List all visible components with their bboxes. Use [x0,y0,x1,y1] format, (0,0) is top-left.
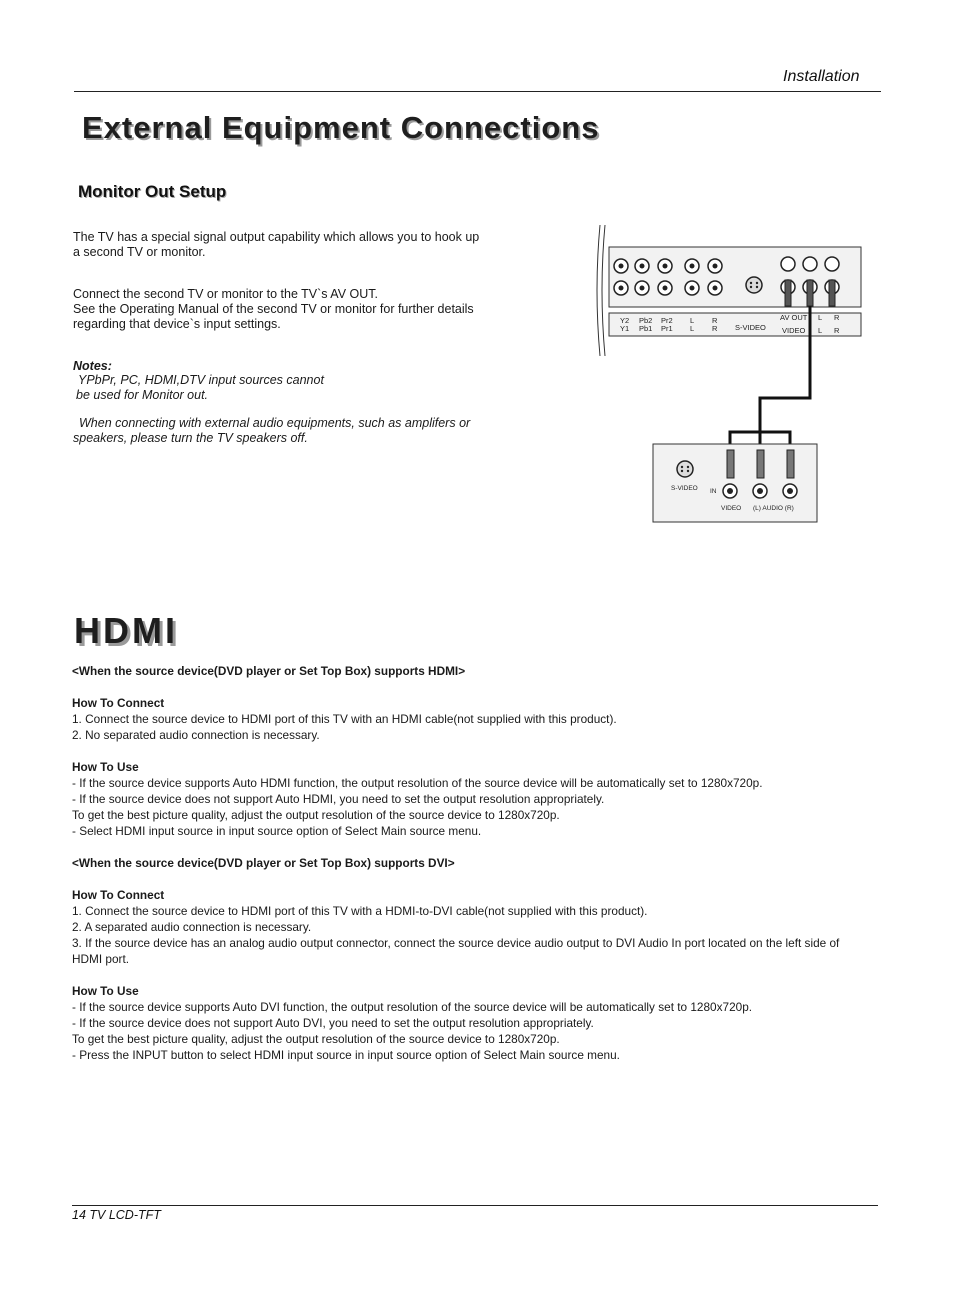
monitor-out-connect-1: Connect the second TV or monitor to the TV`s AV OUT. [73,287,379,301]
device-label-video: VIDEO [721,505,742,512]
hdmi-how-to-connect: How To Connect [72,696,165,710]
dvi-use-4: - Press the INPUT button to select HDMI input source in input source option of Select Main source menu. [72,1048,620,1062]
section-label: Installation [783,68,860,85]
hdmi-case-heading: <When the source device(DVD player or Set Top Box) supports HDMI> [72,664,466,678]
dvi-how-to-connect: How To Connect [72,888,165,902]
label-pb2: Pb2 [639,316,653,325]
label-r-bottom: R [712,324,718,333]
page-footer: 14 TV LCD-TFT [72,1208,161,1222]
device-svideo-jack [677,461,693,477]
label-pr2: Pr2 [661,316,673,325]
dvi-use-3: To get the best picture quality, adjust the output resolution of the source device to 1280x720p. [72,1032,560,1046]
label-out-r-bottom: R [834,326,840,335]
header-rule [74,91,881,92]
hdmi-use-2: - If the source device does not support Auto HDMI, you need to set the output resolution appropriately. [72,792,605,806]
dvi-use-1: - If the source device supports Auto DVI function, the output resolution of the source device will be automatically set to 1280x720p. [72,1000,753,1014]
label-y1: Y1 [620,324,630,333]
label-r-top: R [712,316,718,325]
label-out-r-top: R [834,313,840,322]
label-y2: Y2 [620,316,630,325]
footer-rule [72,1205,878,1206]
note-2: When connecting with external audio equipments, such as amplifers or speakers, please turn the TV speakers off. [73,416,471,445]
label-out-l-top: L [818,313,823,322]
label-l-top: L [690,316,695,325]
note-1: YPbPr, PC, HDMI,DTV input sources cannot be used for Monitor out. [76,373,324,402]
device-label-audio: (L) AUDIO (R) [753,505,794,512]
dvi-case-heading: <When the source device(DVD player or Set Top Box) supports DVI> [72,856,455,870]
hdmi-how-to-use: How To Use [72,760,139,774]
dvi-connect-step-1: 1. Connect the source device to HDMI port of this TV with a HDMI-to-DVI cable(not supplied with this product). [72,904,648,918]
device-label-in: IN [710,488,717,495]
label-svideo: S-VIDEO [735,323,766,332]
label-av-out: AV OUT [780,313,808,322]
tv-svideo-jack [746,277,762,293]
hdmi-use-3: To get the best picture quality, adjust the output resolution of the source device to 1280x720p. [72,808,560,822]
monitor-out-heading: Monitor Out Setup [78,182,227,201]
dvi-use-2: - If the source device does not support Auto DVI, you need to set the output resolution appropriately. [72,1016,594,1030]
hdmi-use-4: - Select HDMI input source in input source option of Select Main source menu. [72,824,482,838]
dvi-how-to-use: How To Use [72,984,139,998]
hdmi-connect-step-1: 1. Connect the source device to HDMI port of this TV with an HDMI cable(not supplied with this product). [72,712,617,726]
label-pb1: Pb1 [639,324,653,333]
notes-title: Notes: [73,359,112,373]
label-out-l-bottom: L [818,326,823,335]
device-label-svideo: S-VIDEO [671,485,698,492]
monitor-out-connect-2: See the Operating Manual of the second TV or monitor for further details regarding that device`s input settings. [73,302,474,331]
label-video: VIDEO [782,326,806,335]
hdmi-use-1: - If the source device supports Auto HDMI function, the output resolution of the source device will be automatically set to 1280x720p. [72,776,763,790]
dvi-connect-step-2: 2. A separated audio connection is necessary. [72,920,312,934]
tv-jack-panel [609,247,861,307]
hdmi-connect-step-2: 2. No separated audio connection is necessary. [72,728,320,742]
hdmi-body [72,663,872,1063]
hdmi-title: HDMI [74,610,178,651]
label-l-bottom: L [690,324,695,333]
page-title: External Equipment Connections [82,110,600,145]
monitor-out-intro: The TV has a special signal output capability which allows you to hook up a second TV or monitor. [73,230,480,259]
label-pr1: Pr1 [661,324,673,333]
dvi-connect-step-3: 3. If the source device has an analog audio output connector, connect the source device audio output to DVI Audio In port located on the left side of HDMI port. [72,936,840,966]
connection-diagram [590,220,870,530]
